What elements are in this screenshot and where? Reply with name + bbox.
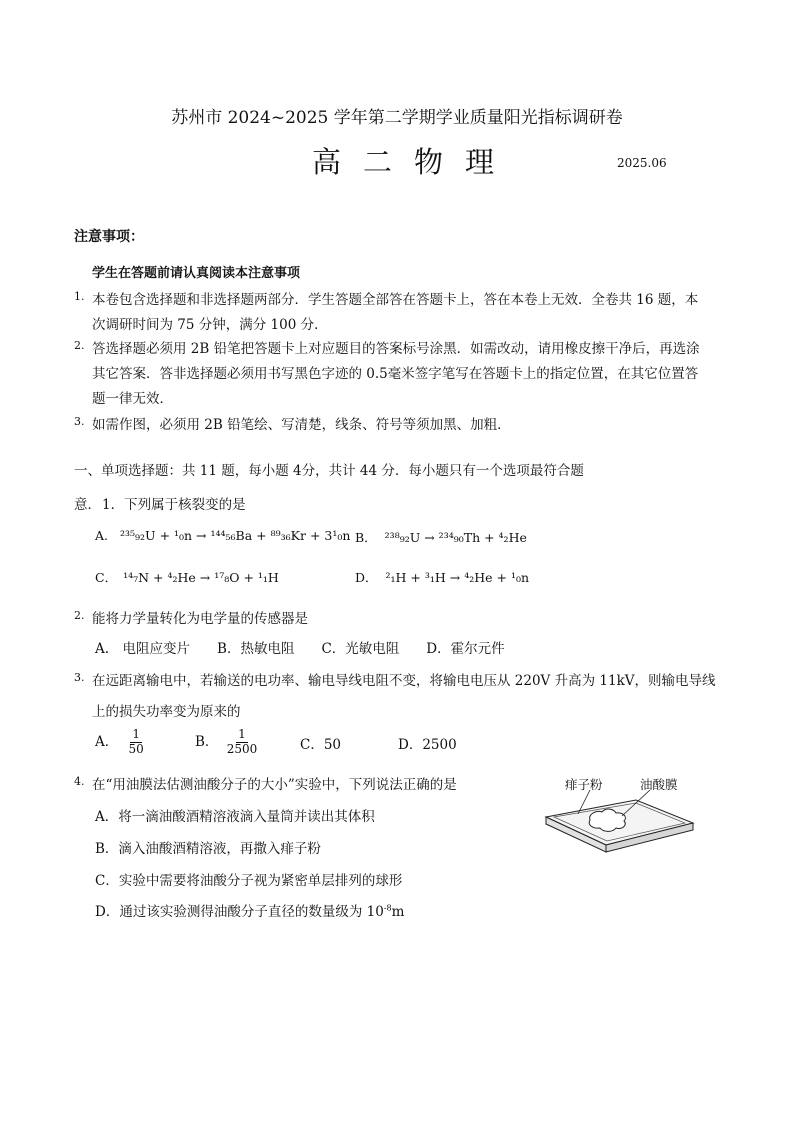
q1-option-d [355, 568, 529, 586]
notice-item-2-line-2: 其它答案．答非选择题必须用书写黑色字迹的 0.5毫米签字笔写在答题卡上的指定位置，在其它位置答 [92, 366, 699, 382]
q2-stem: 能将力学量转化为电学量的传感器是 [92, 611, 308, 627]
q3-option-b-fraction [227, 728, 258, 757]
q2-options: A. 电阻应变片 B．热敏电阻 C．光敏电阻 D．霍尔元件 [95, 641, 505, 657]
q1-option-b-label: B． [355, 530, 377, 545]
q1-option-a-label: A. [95, 528, 109, 543]
figure-label-powder: 痱子粉 [565, 777, 603, 792]
subject-title: 高二物理 [312, 145, 517, 179]
q4-option-d-unit: m [391, 904, 405, 920]
q1-option-b [355, 528, 527, 546]
q1-option-c [95, 568, 279, 586]
q1-option-d-label: D． [355, 570, 378, 585]
q1-option-c-label: C． [95, 570, 118, 585]
q3-stem-line-1: 在远距离输电中，若输送的电功率、输电导线电阻不变，将输电电压从 220V 升高为 11kV，则输电导线 [92, 673, 716, 689]
section-heading-cont: 意． [74, 497, 101, 513]
notice-item-2-line-3: 题一律无效． [92, 391, 173, 407]
q3-option-b-label: B． [195, 733, 219, 750]
q3-option-b-numerator: 1 [238, 727, 246, 741]
notice-item-1-line-1: 本卷包含选择题和非选择题两部分．学生答题全部答在答题卡上，答在本卷上无效．全卷共 16 题，本 [92, 292, 699, 308]
q4-stem: 在“用油膜法估测油酸分子的大小”实验中，下列说法正确的是 [92, 777, 457, 793]
notice-item-2-line-1: 答选择题必须用 2B 铅笔把答题卡上对应题目的答案标号涂黑．如需改动，请用橡皮擦干净后，再选涂 [92, 341, 700, 357]
q4-num: 4. [74, 775, 85, 788]
q4-option-d-exponent: -8 [383, 903, 392, 913]
q3-option-b [195, 728, 257, 757]
figure-label-oil-film: 油酸膜 [640, 777, 678, 792]
notice-item-3-num: 3. [74, 415, 85, 428]
q3-option-a-numerator: 1 [132, 727, 140, 741]
q4-option-c: C．实验中需要将油酸分子视为紧密单层排列的球形 [95, 873, 403, 889]
q4-option-b: B．滴入油酸酒精溶液，再撒入痱子粉 [95, 841, 321, 857]
q1-option-b-equation: ²³⁸₉₂U → ²³⁴₉₀Th + ⁴₂He [384, 530, 527, 545]
q1-option-a [95, 528, 350, 543]
q2-num: 2. [74, 609, 85, 622]
q1-stem: 1．下列属于核裂变的是 [102, 497, 246, 513]
q1-option-c-equation: ¹⁴₇N + ⁴₂He → ¹⁷₈O + ¹₁H [123, 570, 279, 585]
q3-option-a-label: A． [95, 733, 119, 750]
notice-item-1-line-2: 次调研时间为 75 分钟，满分 100 分． [92, 317, 328, 333]
q3-option-c: C．50 [300, 737, 342, 753]
q3-option-a-denominator: 50 [128, 741, 144, 756]
notice-item-2-num: 2. [74, 339, 85, 352]
q3-num: 3. [74, 671, 85, 684]
q4-option-d-text: D．通过该实验测得油酸分子直径的数量级为 10 [95, 904, 384, 920]
q1-option-a-equation: ²³⁵₉₂U + ¹₀n → ¹⁴⁴₅₆Ba + ⁸⁹₃₆Kr + 3¹₀n [120, 528, 351, 543]
q3-option-d: D．2500 [398, 737, 457, 753]
notice-item-3-line-1: 如需作图，必须用 2B 铅笔绘、写清楚，线条、符号等须加黑、加粗． [92, 417, 511, 433]
q4-option-a: A．将一滴油酸酒精溶液滴入量筒并读出其体积 [95, 809, 375, 825]
oil-film-tray-figure [538, 790, 698, 865]
exam-date: 2025.06 [617, 156, 667, 170]
q3-stem-line-2: 上的损失功率变为原来的 [92, 704, 241, 720]
q3-option-a [95, 728, 144, 757]
exam-title: 苏州市 2024~2025 学年第二学期学业质量阳光指标调研卷 [171, 108, 623, 128]
q4-option-d [95, 900, 404, 920]
notice-heading: 注意事项： [74, 229, 144, 245]
q1-option-d-equation: ²₁H + ³₁H → ⁴₂He + ¹₀n [385, 570, 530, 585]
notice-subheading: 学生在答题前请认真阅读本注意事项 [92, 266, 301, 281]
q3-option-b-denominator: 2500 [226, 741, 258, 756]
notice-item-1-num: 1. [74, 290, 85, 303]
q3-option-a-fraction [129, 728, 144, 757]
section-heading: 一、单项选择题：共 11 题，每小题 4分，共计 44 分．每小题只有一个选项最符合题 [74, 463, 584, 479]
